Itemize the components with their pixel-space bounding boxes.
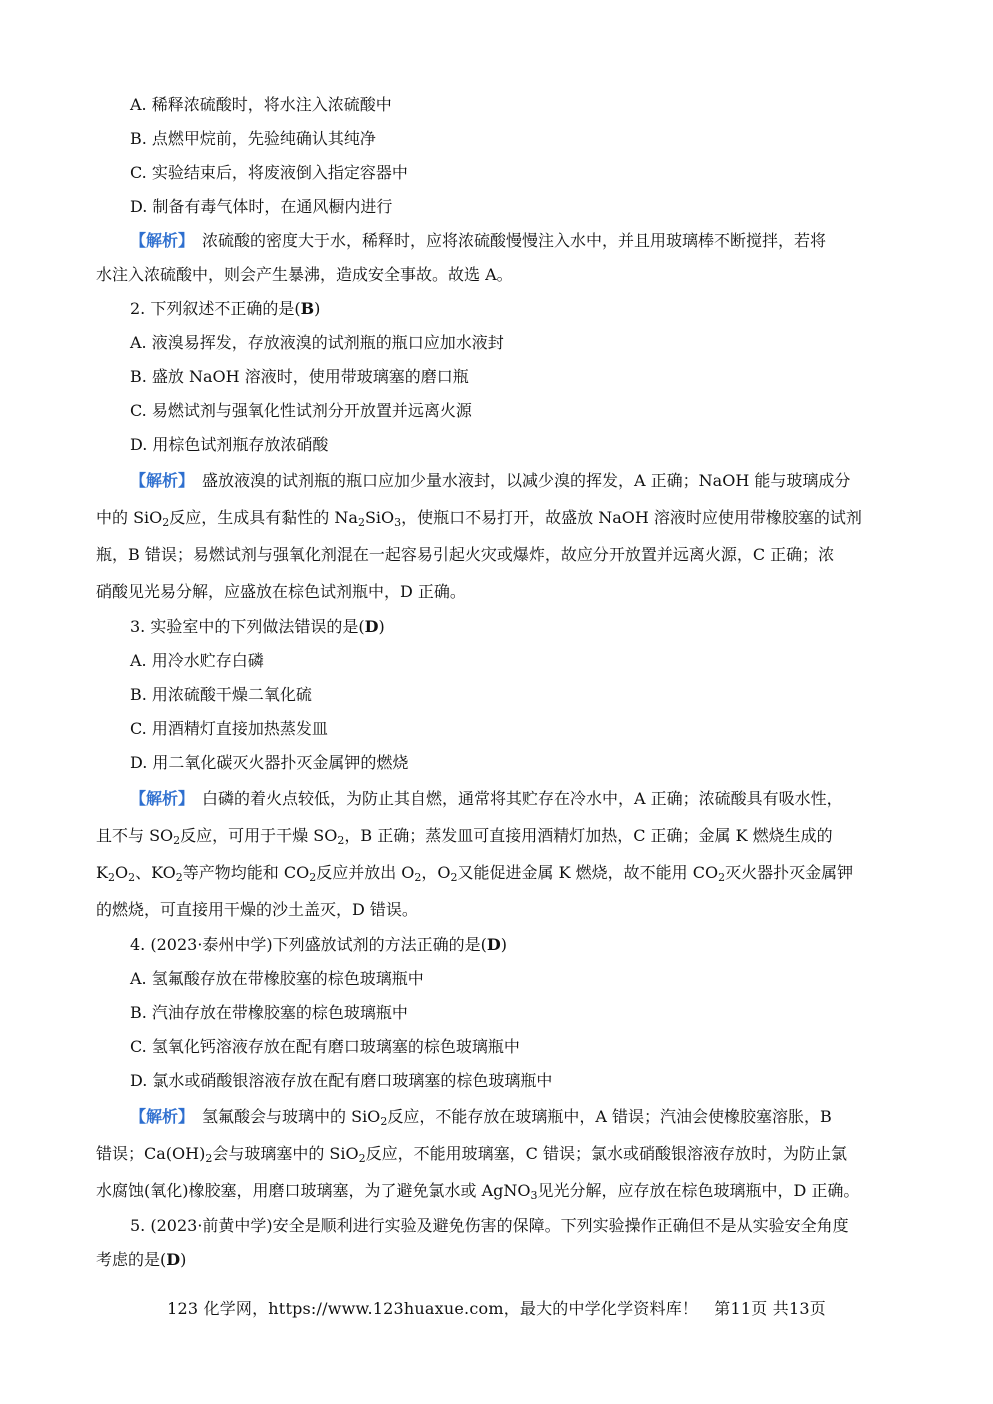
q1-analysis-line-1: 【解析】 浓硫酸的密度大于水，稀释时，应将浓硫酸慢慢注入水中，并且用玻璃棒不断搅拌，若将 — [130, 231, 827, 250]
q2-option-d: D. 用棕色试剂瓶存放浓硝酸 — [130, 435, 329, 454]
q3-stem: 3. 实验室中的下列做法错误的是(D) — [130, 617, 385, 636]
q5-stem-line-1: 5. (2023·前黄中学)安全是顺利进行实验及避免伤害的保障。下列实验操作正确但不是从实验安全角度 — [130, 1216, 849, 1235]
q4-option-c: C. 氢氧化钙溶液存放在配有磨口玻璃塞的棕色玻璃瓶中 — [130, 1037, 520, 1056]
q4-answer: D — [486, 935, 501, 954]
q2-analysis-line-3: 瓶，B 错误；易燃试剂与强氧化剂混在一起容易引起火灾或爆炸，故应分开放置并远离火源，C 正确；浓 — [96, 545, 835, 564]
q4-analysis-line-1: 【解析】 氢氟酸会与玻璃中的 SiO$_2$反应，不能存放在玻璃瓶中，A 错误；汽油会使橡胶塞溶胀，B — [130, 1107, 832, 1128]
q3-option-d: D. 用二氧化碳灭火器扑灭金属钾的燃烧 — [130, 753, 409, 772]
q2-option-a: A. 液溴易挥发，存放液溴的试剂瓶的瓶口应加水液封 — [130, 333, 504, 352]
q4-option-a: A. 氢氟酸存放在带橡胶塞的棕色玻璃瓶中 — [130, 969, 424, 988]
analysis-tag: 【解析】 — [130, 1107, 195, 1126]
q2-answer: B — [300, 299, 315, 318]
q2-option-c: C. 易燃试剂与强氧化性试剂分开放置并远离火源 — [130, 401, 472, 420]
q2-option-b: B. 盛放 NaOH 溶液时，使用带玻璃塞的磨口瓶 — [130, 367, 469, 386]
q4-option-d: D. 氯水或硝酸银溶液存放在配有磨口玻璃塞的棕色玻璃瓶中 — [130, 1071, 553, 1090]
q4-analysis-line-2: 错误；$Ca(OH)_2$会与玻璃塞中的 SiO$_2$反应，不能用玻璃塞，C 错误；氯水或硝酸银溶液存放时，为防止氯 — [96, 1144, 847, 1165]
q3-analysis-line-4: 的燃烧，可直接用干燥的沙土盖灭，D 错误。 — [96, 900, 418, 919]
q1-option-b: B. 点燃甲烷前，先验纯确认其纯净 — [130, 129, 376, 148]
q1-option-a: A. 稀释浓硫酸时，将水注入浓硫酸中 — [130, 95, 392, 114]
q5-answer: D — [166, 1250, 181, 1269]
q1-option-c: C. 实验结束后，将废液倒入指定容器中 — [130, 163, 408, 182]
analysis-tag: 【解析】 — [130, 789, 195, 808]
q4-option-b: B. 汽油存放在带橡胶塞的棕色玻璃瓶中 — [130, 1003, 408, 1022]
q2-stem: 2. 下列叙述不正确的是(B) — [130, 299, 321, 318]
q4-stem: 4. (2023·泰州中学)下列盛放试剂的方法正确的是(D) — [130, 935, 508, 954]
analysis-tag: 【解析】 — [130, 231, 195, 250]
q3-option-b: B. 用浓硫酸干燥二氧化硫 — [130, 685, 312, 704]
q3-option-c: C. 用酒精灯直接加热蒸发皿 — [130, 719, 328, 738]
q3-option-a: A. 用冷水贮存白磷 — [130, 651, 264, 670]
q2-analysis-line-1: 【解析】 盛放液溴的试剂瓶的瓶口应加少量水液封，以减少溴的挥发，A 正确；NaOH 能与玻璃成分 — [130, 471, 851, 490]
q2-analysis-line-4: 硝酸见光易分解，应盛放在棕色试剂瓶中，D 正确。 — [96, 582, 466, 601]
q1-option-d: D. 制备有毒气体时，在通风橱内进行 — [130, 197, 393, 216]
page-content — [96, 88, 898, 1277]
q3-analysis-line-1: 【解析】 白磷的着火点较低，为防止其自燃，通常将其贮存在冷水中，A 正确；浓硫酸具有吸水性， — [130, 789, 843, 808]
q3-analysis-line-2: 且不与 $SO_2$反应，可用于干燥 $SO_2$，B 正确；蒸发皿可直接用酒精灯加热，C 正确；金属 K 燃烧生成的 — [96, 826, 833, 847]
q4-analysis-line-3: 水腐蚀(氧化)橡胶塞，用磨口玻璃塞，为了避免氯水或 AgNO$_3$见光分解，应存放在棕色玻璃瓶中，D 正确。 — [96, 1181, 860, 1202]
analysis-tag: 【解析】 — [130, 471, 195, 490]
q3-analysis-line-3: $K_2O_2$、$KO_2$等产物均能和 $CO_2$反应并放出 $O_2$，$O_2$又能促进金属 K 燃烧，故不能用 $CO_2$灭火器扑灭金属钾 — [96, 863, 854, 884]
q5-stem-line-2: 考虑的是(D) — [96, 1250, 187, 1269]
q2-analysis-line-2: 中的 SiO$_2$反应，生成具有黏性的 $Na_2SiO_3$，使瓶口不易打开，故盛放 NaOH 溶液时应使用带橡胶塞的试剂 — [96, 508, 862, 529]
page-footer: 123 化学网，https://www.123huaxue.com，最大的中学化学资料库！ 第11页 共13页 — [167, 1299, 826, 1318]
q3-answer: D — [364, 617, 379, 636]
q1-analysis-line-2: 水注入浓硫酸中，则会产生暴沸，造成安全事故。故选 A。 — [96, 265, 513, 284]
